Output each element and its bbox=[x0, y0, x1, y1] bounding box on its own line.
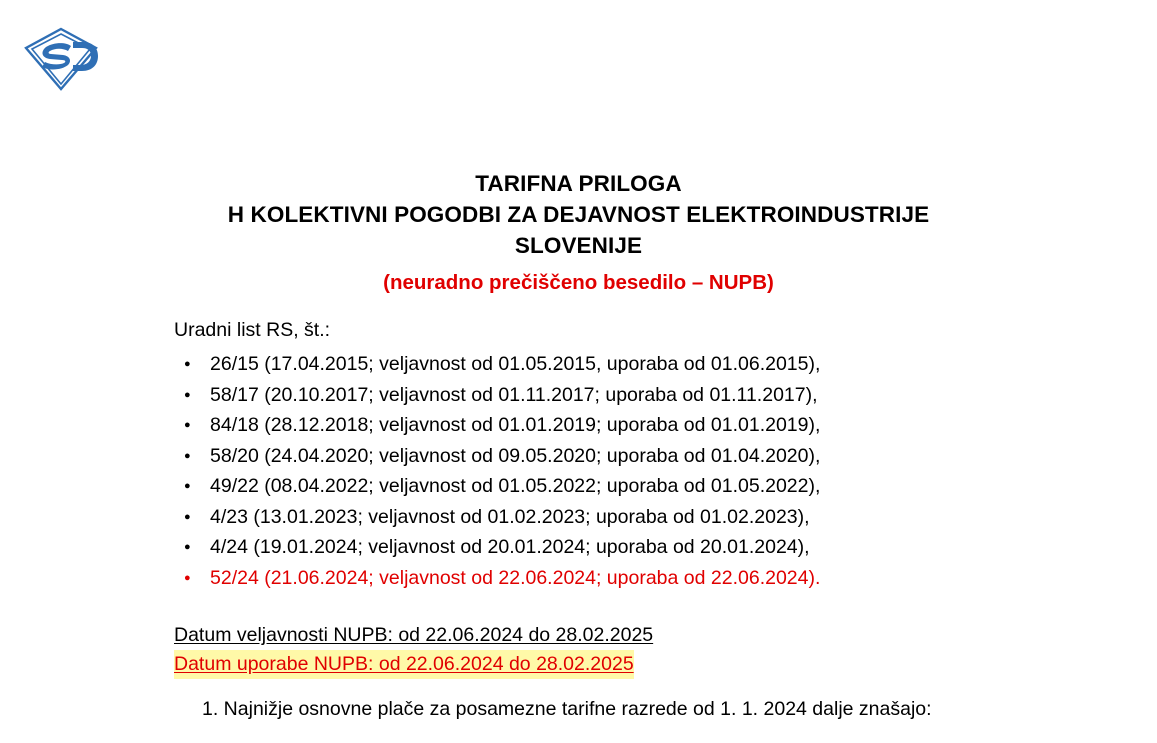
page-title-line-1: TARIFNA PRILOGA bbox=[475, 171, 682, 196]
usage-date-line: Datum uporabe NUPB: od 22.06.2024 do 28.02.2025 bbox=[174, 650, 634, 679]
list-item: ● 58/20 (24.04.2020; veljavnost od 09.05.2020; uporaba od 01.04.2020), bbox=[174, 441, 1054, 472]
page-title-line-3: SLOVENIJE bbox=[514, 233, 643, 258]
source-label: Uradni list RS, št.: bbox=[174, 319, 331, 341]
list-item: ● 58/17 (20.10.2017; veljavnost od 01.11.2017; uporaba od 01.11.2017), bbox=[174, 380, 1054, 411]
page-title-line-2: H KOLEKTIVNI POGODBI ZA DEJAVNOST ELEKTROINDUSTRIJE bbox=[227, 202, 930, 227]
validity-date-line: Datum veljavnosti NUPB: od 22.06.2024 do 28.02.2025 bbox=[174, 624, 654, 646]
document-title-block bbox=[0, 168, 1157, 298]
company-logo bbox=[22, 26, 100, 92]
list-item: ● 84/18 (28.12.2018; veljavnost od 01.01.2019; uporaba od 01.01.2019), bbox=[174, 410, 1054, 441]
list-item: ● 4/24 (19.01.2024; veljavnost od 20.01.2024; uporaba od 20.01.2024), bbox=[174, 532, 1054, 563]
validity-block bbox=[174, 621, 1054, 679]
page-subtitle: (neuradno prečiščeno besedilo – NUPB) bbox=[383, 271, 774, 294]
document-body bbox=[174, 316, 1054, 679]
list-item: ● 49/22 (08.04.2022; veljavnost od 01.05.2022; uporaba od 01.05.2022), bbox=[174, 471, 1054, 502]
list-item: ● 52/24 (21.06.2024; veljavnost od 22.06.2024; uporaba od 22.06.2024). bbox=[174, 563, 1054, 594]
paragraph-text: 1. Najnižje osnovne plače za posamezne tarifne razrede od 1. 1. 2024 dalje znašajo: bbox=[202, 698, 932, 720]
list-item: ● 26/15 (17.04.2015; veljavnost od 01.05.2015, uporaba od 01.06.2015), bbox=[174, 349, 1054, 380]
body-paragraph bbox=[174, 694, 1020, 724]
source-list bbox=[174, 349, 1054, 593]
list-item: ● 4/23 (13.01.2023; veljavnost od 01.02.2023; uporaba od 01.02.2023), bbox=[174, 502, 1054, 533]
